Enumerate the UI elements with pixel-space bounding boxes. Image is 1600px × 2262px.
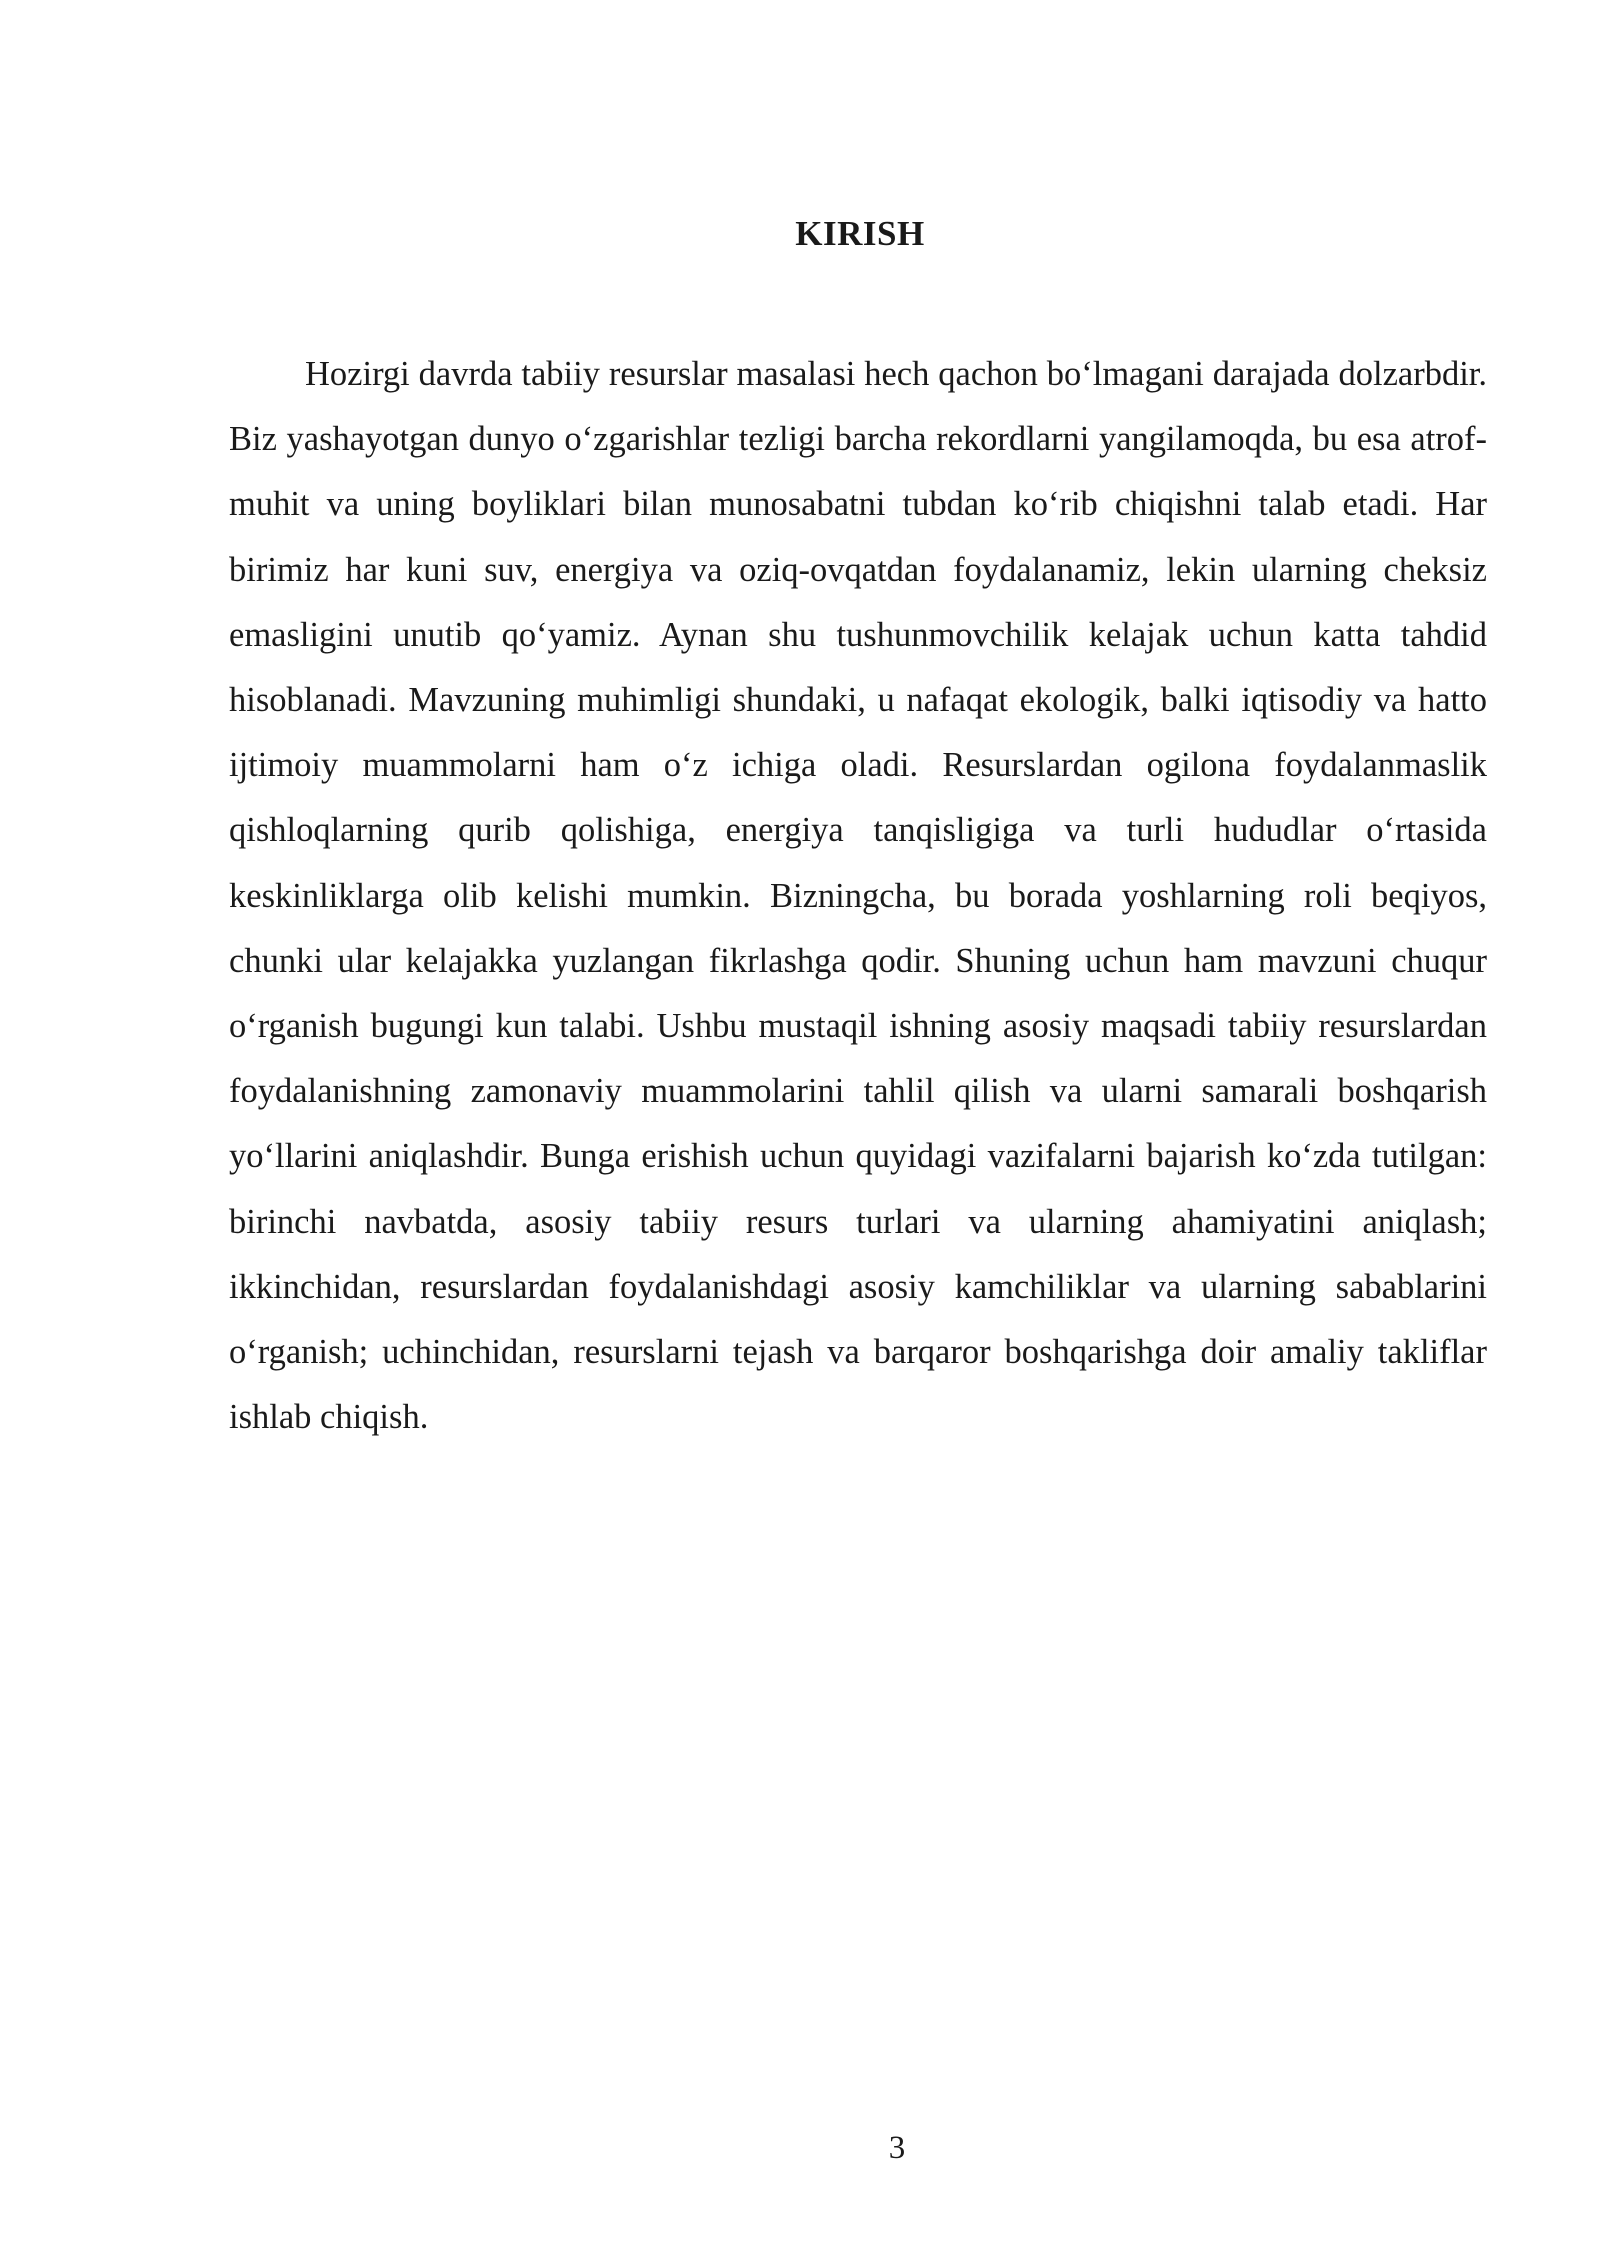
page-number: 3 [888,2130,906,2166]
page-title: KIRISH [795,214,925,253]
body-paragraph: Hozirgi davrda tabiiy resurslar masalasi hech qachon bo‘lmagani darajada dolzarbdir. Biz yashayotgan dunyo o‘zgarishlar tezligi barcha rekordlarni yangilamoqda, bu esa atrof-muhit va uning boyliklari bilan munosabatni tubdan ko‘rib chiqishni talab etadi. Har birimiz har kuni suv, energiya va oziq-ovqatdan foydalanamiz, lekin ularning cheksiz emasligini unutib qo‘yamiz. Aynan shu tushunmovchilik kelajak uchun katta tahdid hisoblanadi. Mavzuning muhimligi shundaki, u nafaqat ekologik, balki iqtisodiy va hatto ijtimoiy muammolarni ham o‘z ichiga oladi. Resurslardan ogilona foydalanmaslik qishloqlarning qurib qolishiga, energiya tanqisligiga va turli hududlar o‘rtasida keskinliklarga olib kelishi mumkin. Bizningcha, bu borada yoshlarning roli beqiyos, chunki ular kelajakka yuzlangan fikrlashga qodir. Shuning uchun ham mavzuni chuqur o‘rganish bugungi kun talabi. Ushbu mustaqil ishning asosiy maqsadi tabiiy resurslardan foydalanishning zamonaviy muammolarini tahlil qilish va ularni samarali boshqarish yo‘llarini aniqlashdir. Bunga erishish uchun quyidagi vazifalarni bajarish ko‘zda tutilgan: birinchi navbatda, asosiy tabiiy resurs turlari va ularning ahamiyatini aniqlash; ikkinchidan, resurslardan foydalanishdagi asosiy kamchiliklar va ularning sabablarini o‘rganish; uchinchidan, resurslarni tejash va barqaror boshqarishga doir amaliy takliflar ishlab chiqish. [229,355,1487,1437]
